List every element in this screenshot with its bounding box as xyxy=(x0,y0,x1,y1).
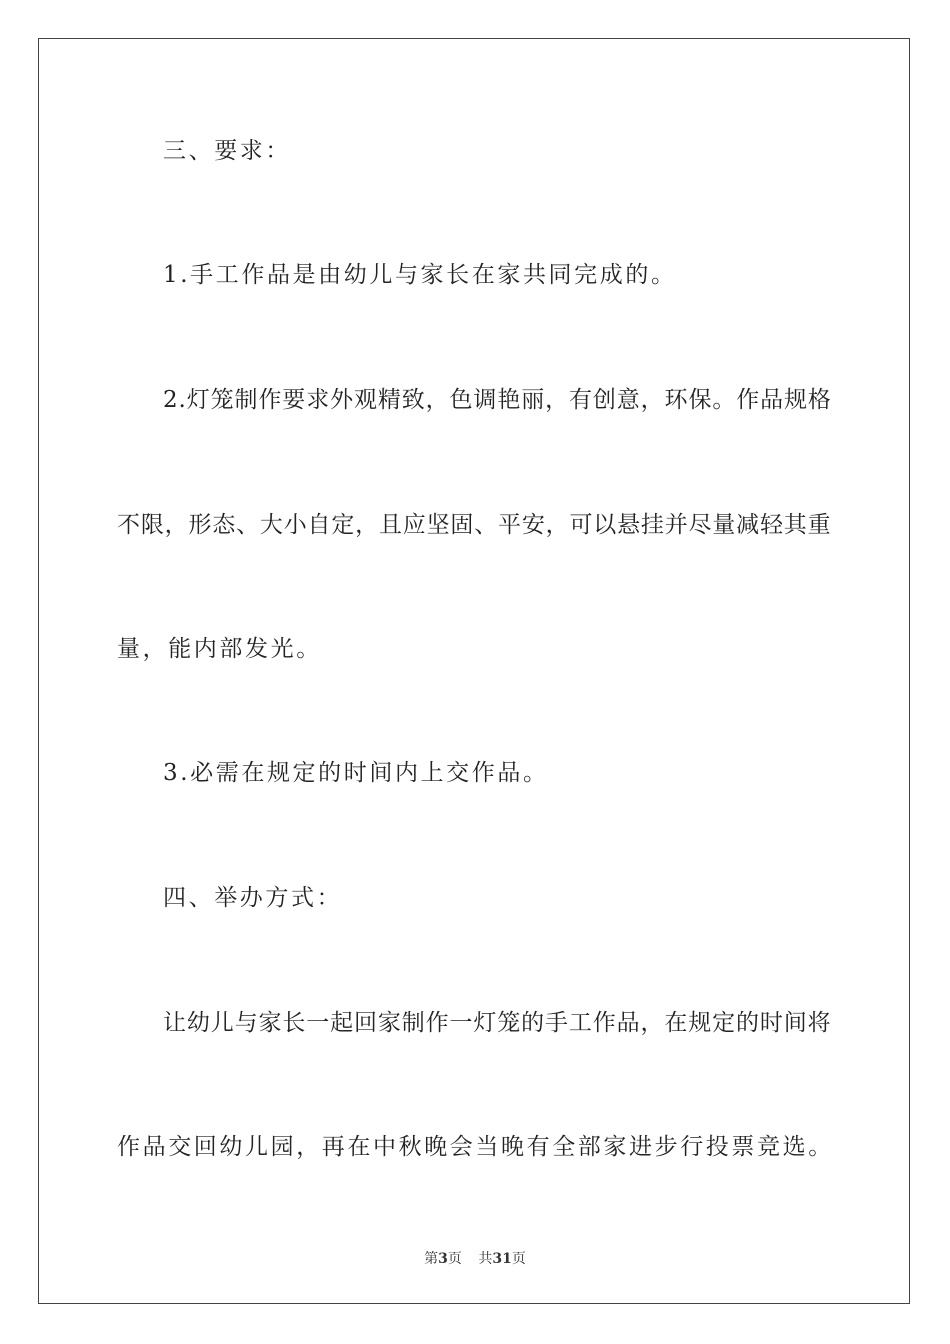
page-border xyxy=(38,38,910,1304)
total-pages: 31 xyxy=(492,1251,512,1267)
section-heading-requirements: 三、要求： xyxy=(163,138,291,164)
paragraph-requirement-1: 1.手工作品是由幼儿与家长在家共同完成的。 xyxy=(163,262,677,288)
page-footer xyxy=(0,1248,950,1268)
paragraph-requirement-2-line-2: 不 限 ， 形 态 、 大 小 自 定 ， 且 应 坚 固 、 平 安 ， 可 以 悬 挂 并 尽 量 减 轻 其 重 xyxy=(117,512,831,538)
page-suffix: 页 xyxy=(447,1251,462,1267)
total-suffix: 页 xyxy=(511,1251,526,1267)
page-number xyxy=(424,1251,462,1267)
page-prefix: 第 xyxy=(424,1251,439,1267)
page-total xyxy=(478,1251,525,1267)
paragraph-method-line-2: 作品交回幼儿园，再在中秋晚会当晚有全部家进步行投票竞选。 xyxy=(117,1134,834,1160)
paragraph-requirement-2-line-1: 2 . 灯 笼 制 作 要 求 外 观 精 致 ， 色 调 艳 丽 ， 有 创 意 ， 环 保 。 作 品 规 格 xyxy=(163,387,831,413)
current-page: 3 xyxy=(438,1251,448,1267)
total-prefix: 共 xyxy=(478,1251,493,1267)
section-heading-method: 四、举办方式： xyxy=(163,885,343,911)
paragraph-requirement-3: 3.必需在规定的时间内上交作品。 xyxy=(163,760,549,786)
paragraph-method-line-1: 让 幼 儿 与 家 长 一 起 回 家 制 作 一 灯 笼 的 手 工 作 品 ， 在 规 定 的 时 间 将 xyxy=(163,1010,831,1036)
paragraph-requirement-2-line-3: 量，能内部发光。 xyxy=(117,636,322,662)
